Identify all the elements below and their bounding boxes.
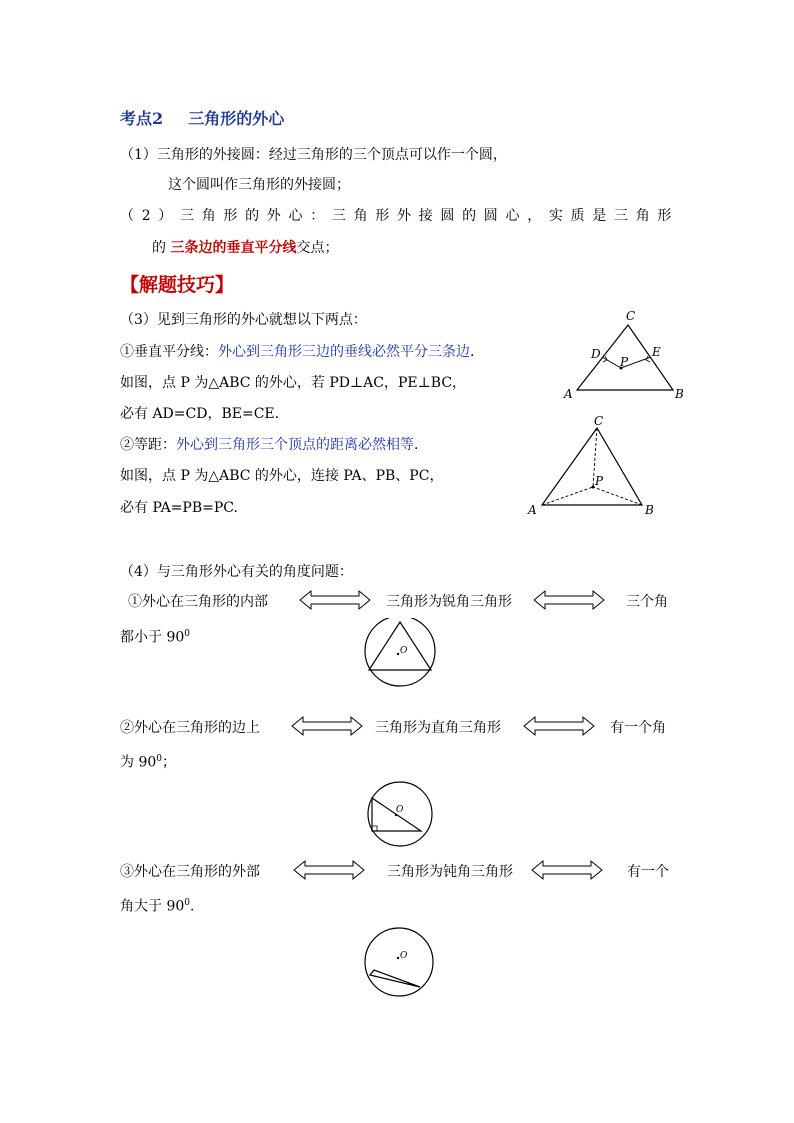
label-b-2: B (645, 503, 654, 517)
tips-point3: （3）见到三角形的外心就想以下两点： (120, 312, 367, 328)
figure-equal-distance (520, 415, 670, 520)
bullet1-blue: 外心到三角形三边的垂线必然平分三条边 (218, 344, 470, 360)
bullet1-end: . (470, 344, 475, 360)
double-arrow-icon (530, 859, 604, 881)
row2-left: ②外心在三角形的边上 (120, 720, 260, 736)
obtuse-triangle (370, 970, 420, 987)
double-arrow-icon (532, 589, 606, 611)
def1-line2: 这个圆叫作三角形的外接圆； (168, 177, 350, 193)
row2-right: 有一个角 (610, 720, 666, 736)
row2-mid: 三角形为直角三角形 (375, 720, 501, 736)
label-p-2: P (595, 474, 604, 488)
bullet2-label: ②等距： (120, 437, 176, 453)
figure-perpendicular-bisector (555, 305, 695, 405)
row1-line2 (120, 624, 190, 648)
section-title (120, 106, 284, 129)
def2-pre: 的 (152, 240, 171, 256)
double-arrow-icon (522, 715, 596, 737)
row3-end: . (190, 898, 195, 915)
segment-pa (542, 487, 593, 505)
bullet2-end: . (414, 437, 419, 453)
label-o-3: O (400, 951, 408, 961)
bullet2-line1 (120, 435, 418, 455)
label-b-1: B (675, 387, 684, 401)
row2-degree: 0 (156, 754, 162, 764)
label-d-1: D (591, 347, 601, 361)
def2-red-term: 三条边的垂直平分线 (170, 240, 297, 256)
label-e-1: E (652, 345, 661, 359)
row2-line2 (120, 749, 176, 773)
center-o-1 (397, 653, 399, 655)
double-arrow-icon (292, 859, 366, 881)
label-p-1: P (620, 355, 629, 369)
row3-mid: 三角形为钝角三角形 (387, 864, 513, 880)
figure-right-circle (360, 779, 440, 851)
label-o-1: O (400, 646, 408, 656)
bullet1-line2: 如图，点 P 为△ABC 的外心，若 PD⊥AC，PE⊥BC， (120, 375, 467, 391)
bullet1-label: ①垂直平分线： (120, 344, 218, 360)
bullet2-blue: 外心到三角形三个顶点的距离必然相等 (176, 437, 414, 453)
label-c-2: C (594, 415, 604, 428)
row3-right: 有一个 (627, 864, 669, 880)
row3-left: ③外心在三角形的外部 (120, 864, 260, 880)
bullet1-line3: 必有 AD=CD，BE=CE. (120, 406, 280, 422)
label-a-2: A (528, 503, 537, 517)
tips-heading: 【解题技巧】 (120, 274, 235, 296)
row1-right: 三个角 (626, 594, 668, 610)
row1-left: ①外心在三角形的内部 (128, 594, 268, 610)
row3-degree: 0 (184, 898, 190, 908)
def2-post: 交点； (296, 240, 339, 256)
double-arrow-icon (290, 715, 364, 737)
figure-acute-circle (360, 618, 440, 690)
segment-pb (593, 487, 642, 505)
figure-obtuse-circle (360, 925, 440, 1000)
center-o-3 (397, 957, 399, 959)
triangle-abc-2 (542, 428, 642, 505)
label-c-1: C (626, 309, 636, 323)
row2-end: ； (162, 754, 176, 771)
circumcircle-3 (365, 928, 433, 996)
def1-line1: （1）三角形的外接圆：经过三角形的三个顶点可以作一个圆， (120, 147, 507, 163)
label-o-2: O (396, 805, 404, 815)
row2-line2-text: 为 90 (120, 754, 157, 771)
bullet2-line3: 必有 PA=PB=PC. (120, 500, 238, 516)
row3-line2 (120, 893, 194, 917)
row1-degree: 0 (184, 629, 190, 639)
def2-line1: （2）三角形的外心：三角形外接圆的圆心，实质是三角形 (120, 208, 680, 224)
label-a-1: A (564, 387, 573, 401)
section-title-text: 三角形的外心 (188, 109, 285, 128)
row1-line2-text: 都小于 90 (120, 629, 185, 646)
row1-mid: 三角形为锐角三角形 (386, 594, 512, 610)
bullet2-line2: 如图，点 P 为△ABC 的外心，连接 PA、PB、PC， (120, 468, 444, 484)
double-arrow-icon (298, 589, 372, 611)
bullet1-line1 (120, 342, 474, 362)
section-label: 考点2 (120, 109, 164, 128)
row3-line2-text: 角大于 90 (120, 898, 185, 915)
angles-heading: （4）与三角形外心有关的角度问题： (120, 564, 353, 580)
def2-line2 (152, 238, 338, 258)
